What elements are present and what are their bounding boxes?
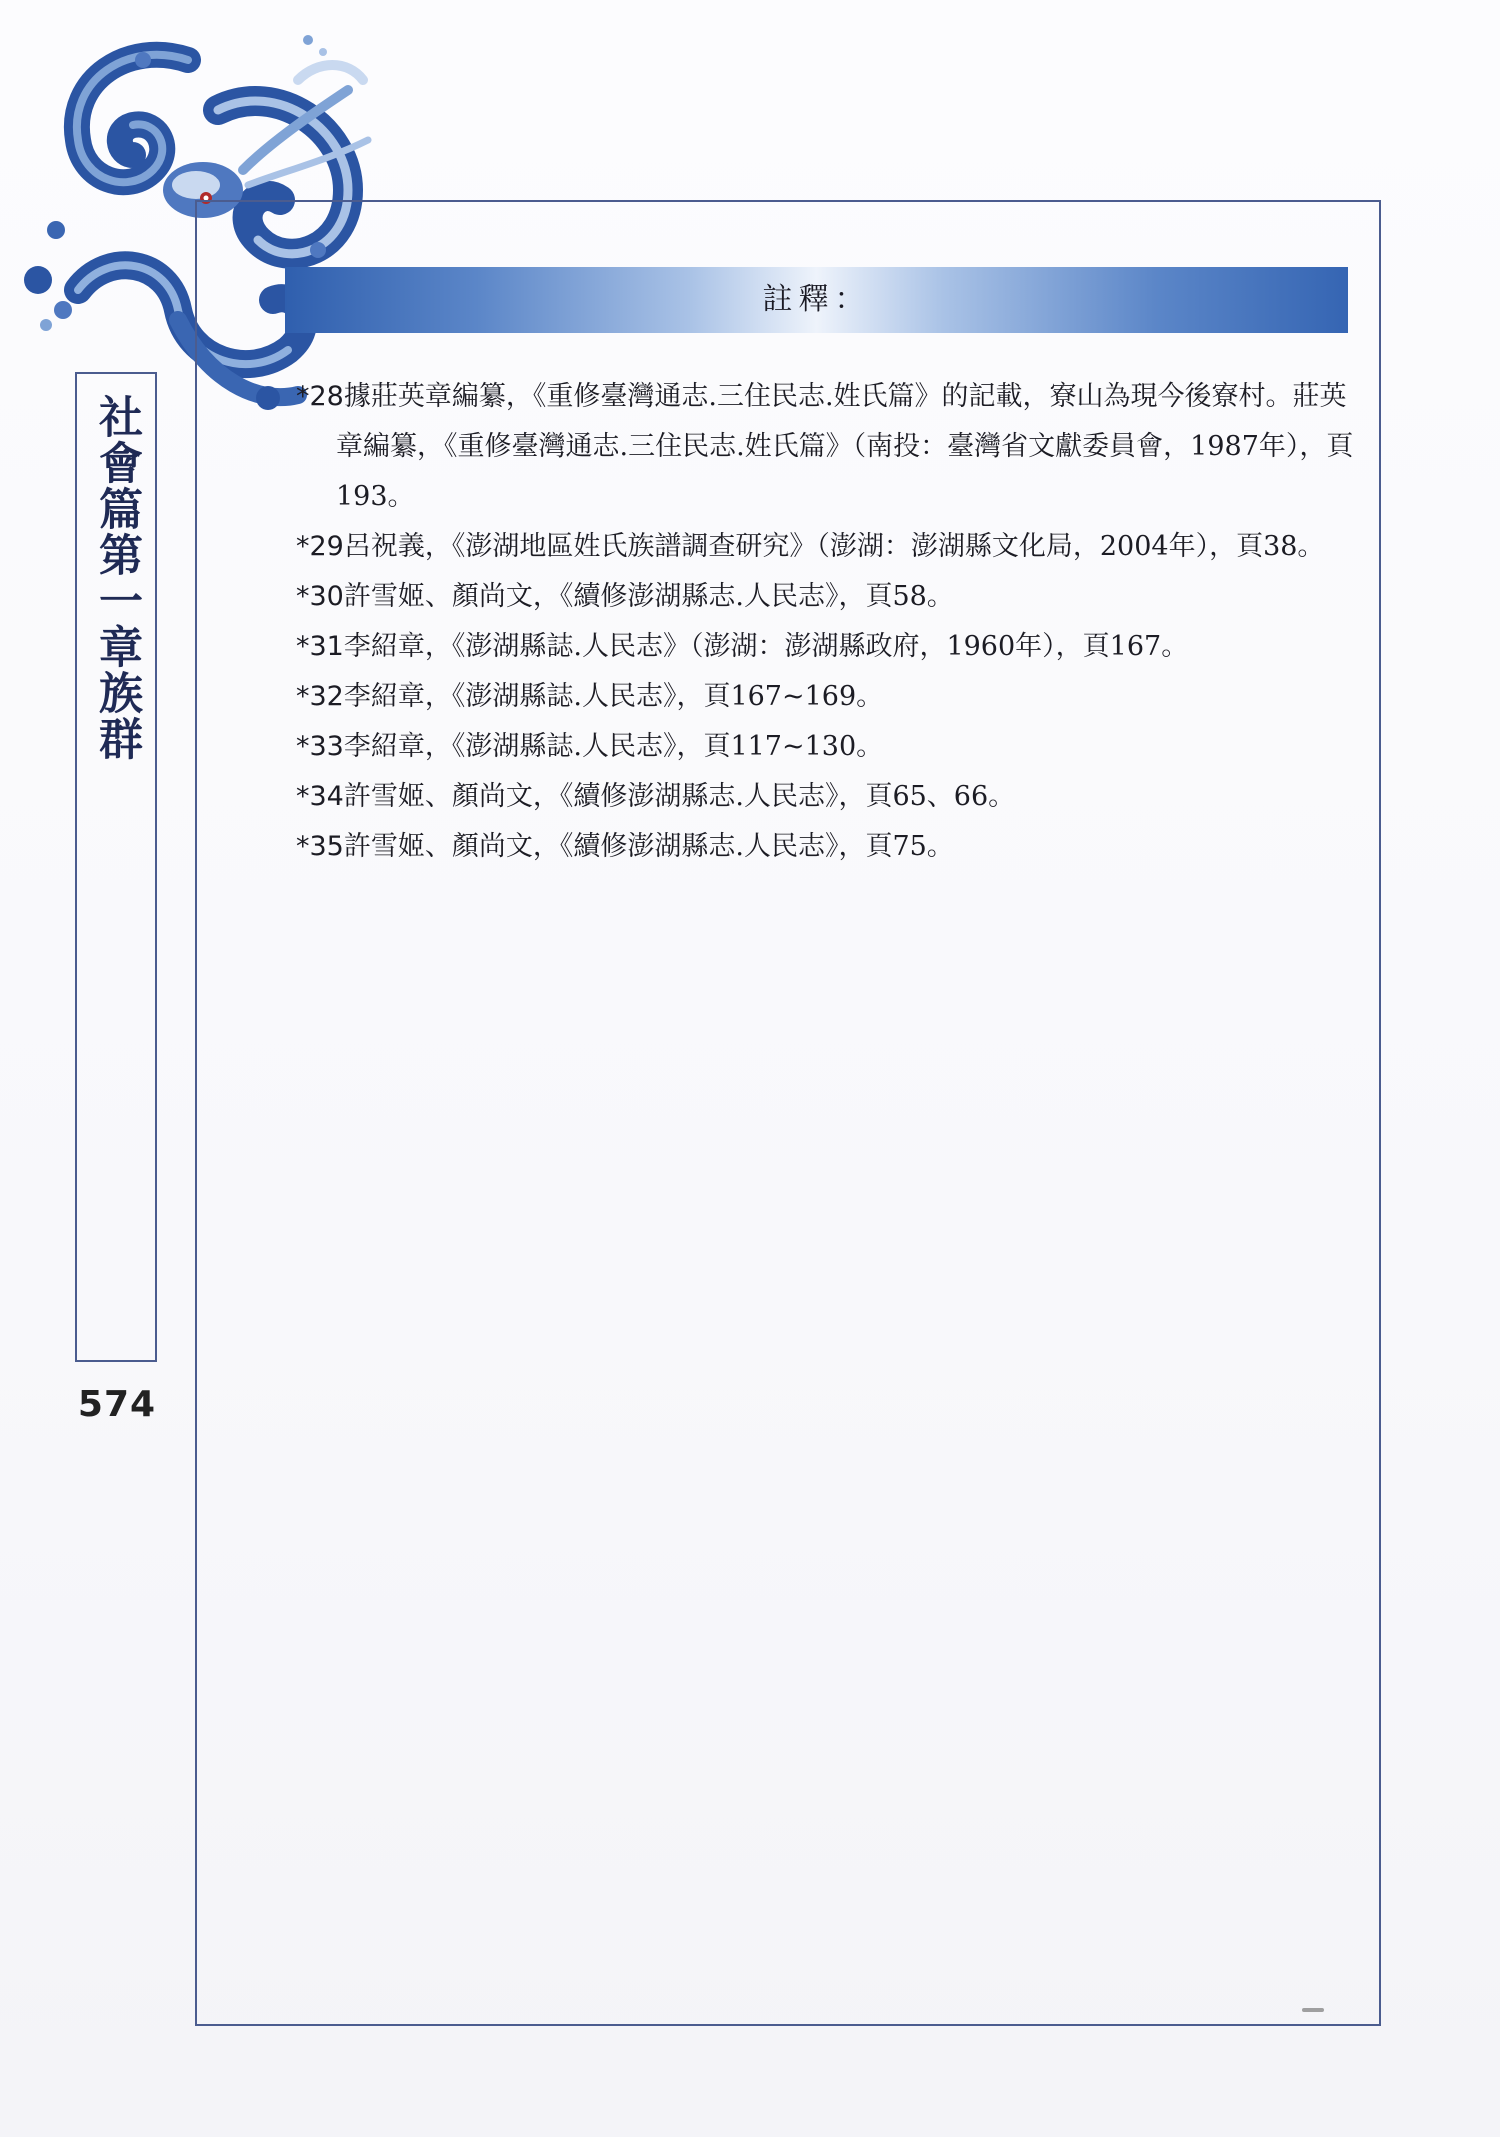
footnote-text: 許雪姬、顏尚文，《續修澎湖縣志.人民志》，頁75。: [343, 831, 954, 862]
footnote-30: [296, 572, 1356, 622]
side-label-topic: 族群: [91, 670, 142, 762]
footnote-mark: *35: [296, 831, 344, 862]
footnotes-list: [296, 372, 1356, 872]
side-label-chapter: 第一章: [91, 532, 142, 670]
notes-heading: 註釋：: [762, 282, 871, 317]
footnote-text: 李紹章，《澎湖縣誌.人民志》，頁167~169。: [343, 681, 884, 712]
footnote-35: [296, 822, 1356, 872]
page-number: 574: [77, 1384, 157, 1425]
footnote-mark: *28: [296, 381, 344, 412]
footnote-32: [296, 672, 1356, 722]
scan-artifact: [1302, 2008, 1324, 2012]
footnote-mark: *30: [296, 581, 344, 612]
side-label-part: 社會篇: [91, 394, 142, 532]
footnote-29: [296, 522, 1356, 572]
footnote-33: [296, 722, 1356, 772]
corner-dot-decoration: [256, 386, 280, 410]
footnote-mark: *32: [296, 681, 344, 712]
notes-heading-bar: [285, 267, 1348, 333]
chapter-side-box: [75, 372, 157, 1362]
footnote-text: 呂祝義，《澎湖地區姓氏族譜調查研究》（澎湖：澎湖縣文化局，2004年），頁38。: [343, 531, 1325, 562]
footnote-mark: *29: [296, 531, 344, 562]
footnote-34: [296, 772, 1356, 822]
footnote-31: [296, 622, 1356, 672]
footnote-28: [296, 372, 1356, 522]
footnote-text: 許雪姬、顏尚文，《續修澎湖縣志.人民志》，頁65、66。: [343, 781, 1016, 812]
footnote-text: 李紹章，《澎湖縣誌.人民志》（澎湖：澎湖縣政府，1960年），頁167。: [343, 631, 1189, 662]
footnote-mark: *33: [296, 731, 344, 762]
footnote-text: 據莊英章編纂，《重修臺灣通志.三住民志.姓氏篇》的記載，寮山為現今後寮村。莊英章編纂，《重修臺灣通志.三住民志.姓氏篇》（南投：臺灣省文獻委員會，1987年），頁193。: [336, 381, 1354, 512]
chapter-side-label: [77, 394, 155, 762]
footnote-mark: *31: [296, 631, 344, 662]
footnote-text: 許雪姬、顏尚文，《續修澎湖縣志.人民志》，頁58。: [343, 581, 954, 612]
footnote-text: 李紹章，《澎湖縣誌.人民志》，頁117~130。: [343, 731, 884, 762]
footnote-mark: *34: [296, 781, 344, 812]
